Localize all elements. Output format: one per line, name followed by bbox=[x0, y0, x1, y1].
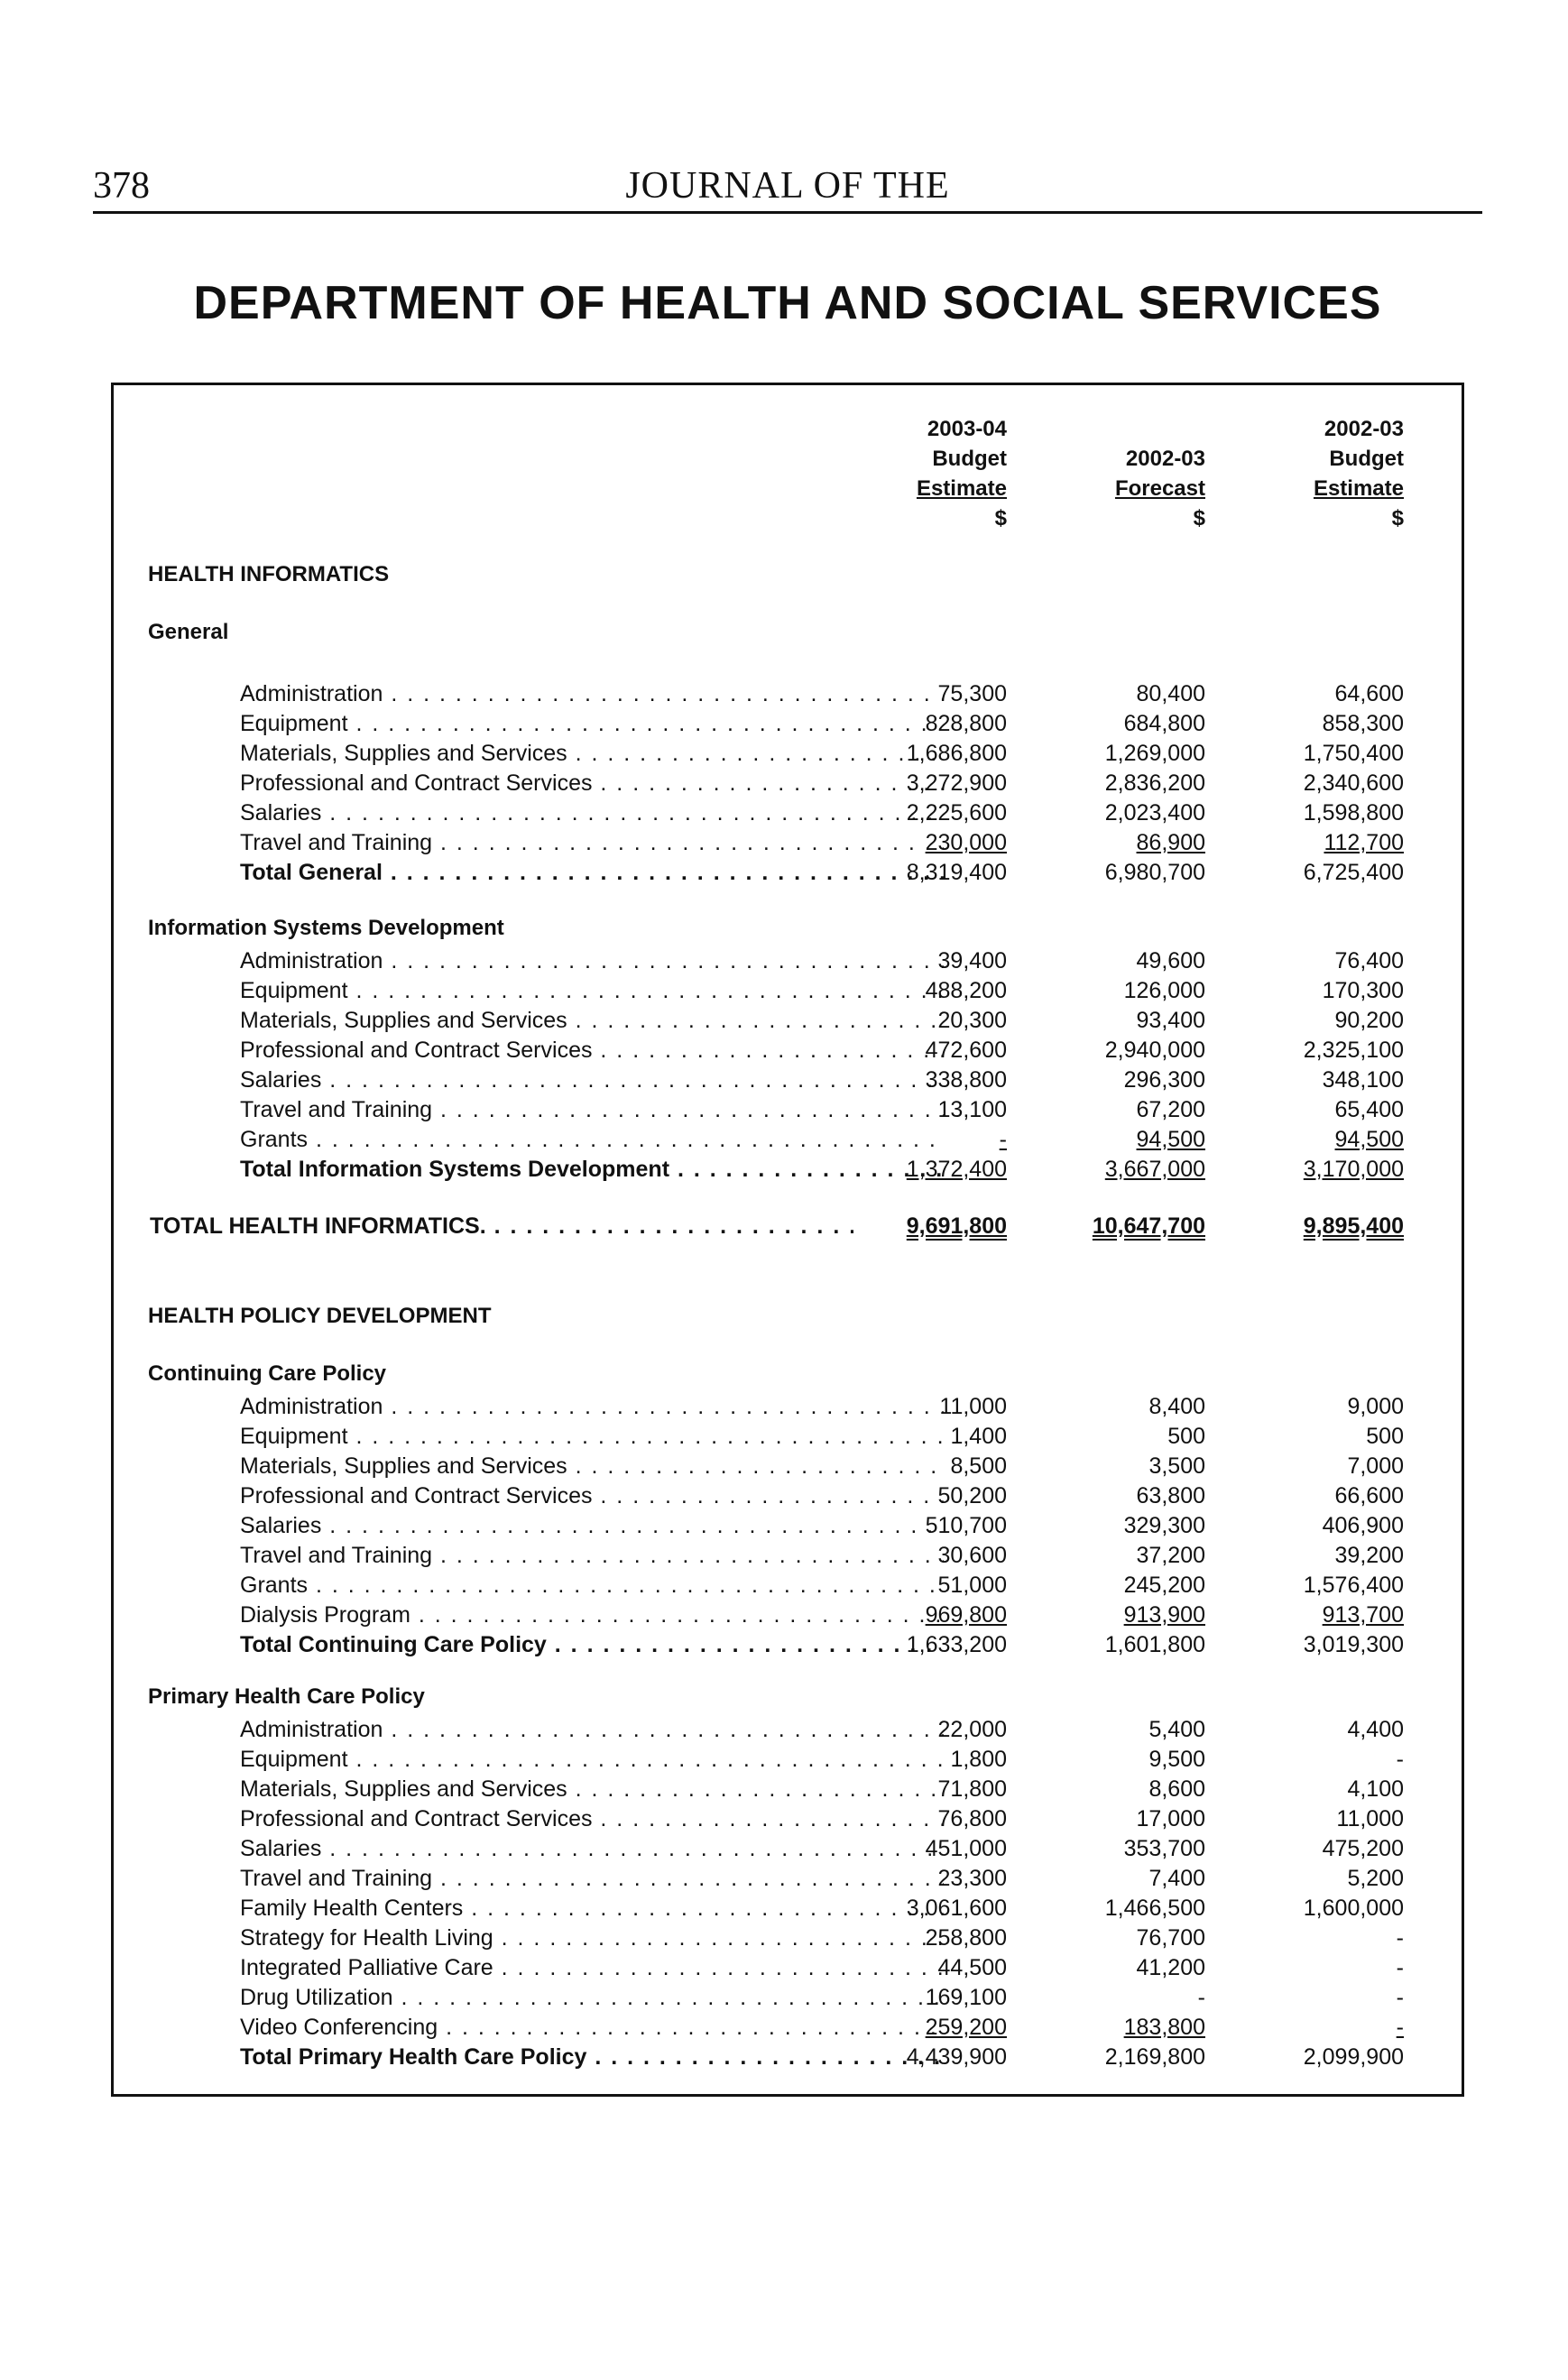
table-row bbox=[114, 1834, 1462, 1863]
row-value: 1,466,500 bbox=[1104, 1896, 1205, 1921]
row-value: 13,100 bbox=[937, 1097, 1007, 1122]
row-value: 1,372,400 bbox=[906, 1157, 1007, 1182]
table-row bbox=[114, 1006, 1462, 1035]
row-value: 80,400 bbox=[1136, 681, 1205, 706]
row-value: 64,600 bbox=[1334, 681, 1404, 706]
row-value: 2,023,400 bbox=[1104, 800, 1205, 826]
row-value: 913,900 bbox=[1123, 1602, 1205, 1628]
row-value: 6,725,400 bbox=[1303, 860, 1404, 885]
subsection-heading-ccp: Continuing Care Policy bbox=[148, 1361, 387, 1386]
row-value: 11,000 bbox=[939, 1394, 1007, 1419]
row-value: 500 bbox=[1366, 1424, 1404, 1449]
row-label: Administration . . . bbox=[240, 1392, 944, 1421]
row-label: Professional and Contract Services . . . bbox=[240, 1036, 944, 1065]
row-value: 5,200 bbox=[1347, 1866, 1404, 1891]
row-label: Grants . . . bbox=[240, 1571, 944, 1600]
row-value: 3,667,000 bbox=[1104, 1157, 1205, 1182]
row-label: Professional and Contract Services . . . bbox=[240, 769, 944, 798]
row-value: 37,200 bbox=[1136, 1543, 1205, 1568]
row-value: - bbox=[1396, 1985, 1404, 2010]
table-row bbox=[114, 1422, 1462, 1451]
row-label: Salaries . . . bbox=[240, 1511, 944, 1540]
row-value: 2,325,100 bbox=[1303, 1038, 1404, 1063]
column-header-2002-03-budget: 2002-03 Budget Estimate $ bbox=[1313, 417, 1404, 530]
row-value: - bbox=[1396, 1747, 1404, 1772]
row-value: 4,439,900 bbox=[906, 2044, 1007, 2070]
row-value: 1,633,200 bbox=[906, 1632, 1007, 1657]
row-value: 4,400 bbox=[1347, 1717, 1404, 1742]
row-value: 76,700 bbox=[1136, 1925, 1205, 1951]
row-value: 245,200 bbox=[1123, 1573, 1205, 1598]
department-title: DEPARTMENT OF HEALTH AND SOCIAL SERVICES bbox=[193, 277, 1382, 329]
row-value: 9,000 bbox=[1347, 1394, 1404, 1419]
row-value: 2,169,800 bbox=[1104, 2044, 1205, 2070]
row-value: 90,200 bbox=[1334, 1008, 1404, 1033]
table-row bbox=[114, 2013, 1462, 2042]
table-row bbox=[114, 946, 1462, 975]
subsection-heading-general: General bbox=[148, 620, 229, 644]
row-value: 41,200 bbox=[1136, 1955, 1205, 1980]
row-label: Administration . . . bbox=[240, 679, 944, 708]
row-value: 126,000 bbox=[1123, 978, 1205, 1003]
total-health-informatics-row: TOTAL HEALTH INFORMATICS. . . . 9,691,800 10,647,700 9,895,400 bbox=[114, 1212, 1462, 1241]
row-value: 329,300 bbox=[1123, 1513, 1205, 1538]
row-value: 510,700 bbox=[925, 1513, 1007, 1538]
section-heading-health-policy: HEALTH POLICY DEVELOPMENT bbox=[148, 1304, 492, 1328]
table-row bbox=[114, 798, 1462, 827]
row-value: 406,900 bbox=[1322, 1513, 1404, 1538]
table-row bbox=[114, 1983, 1462, 2012]
subsection-heading-isd: Information Systems Development bbox=[148, 916, 504, 940]
table-row bbox=[114, 769, 1462, 798]
row-value: 3,500 bbox=[1148, 1453, 1205, 1479]
row-label: Administration . . . bbox=[240, 1715, 944, 1744]
row-value: 6,980,700 bbox=[1104, 860, 1205, 885]
row-label: Materials, Supplies and Services . . . bbox=[240, 1775, 944, 1803]
row-value: 3,272,900 bbox=[906, 770, 1007, 796]
row-value: - bbox=[1396, 2015, 1404, 2040]
row-label: Total Continuing Care Policy . . . bbox=[240, 1630, 944, 1659]
table-row bbox=[114, 1923, 1462, 1952]
row-value: 50,200 bbox=[937, 1483, 1007, 1508]
table-row bbox=[114, 2043, 1462, 2071]
row-value: 1,686,800 bbox=[906, 741, 1007, 766]
row-label: Professional and Contract Services . . . bbox=[240, 1804, 944, 1833]
row-value: - bbox=[999, 1127, 1007, 1152]
table-row bbox=[114, 1894, 1462, 1923]
row-value: 684,800 bbox=[1123, 711, 1205, 736]
row-value: 170,300 bbox=[1322, 978, 1404, 1003]
row-value: 23,300 bbox=[937, 1866, 1007, 1891]
row-label: Travel and Training . . . bbox=[240, 1541, 944, 1570]
row-value: 8,600 bbox=[1148, 1776, 1205, 1802]
row-label: Drug Utilization . . . bbox=[240, 1983, 944, 2012]
row-value: 76,400 bbox=[1334, 948, 1404, 973]
row-value: 259,200 bbox=[925, 2015, 1007, 2040]
column-header-2002-03-forecast: 2002-03 Forecast $ bbox=[1114, 447, 1205, 530]
table-row bbox=[114, 1511, 1462, 1540]
table-row bbox=[114, 739, 1462, 768]
row-label: Total Information Systems Development . . . bbox=[240, 1155, 944, 1184]
table-row bbox=[114, 1095, 1462, 1124]
row-value: 258,800 bbox=[925, 1925, 1007, 1951]
row-label: Materials, Supplies and Services . . . bbox=[240, 1452, 944, 1481]
table-row bbox=[114, 1601, 1462, 1629]
row-label: Total Primary Health Care Policy . . . bbox=[240, 2043, 944, 2071]
row-value: - bbox=[1197, 1985, 1205, 2010]
row-value: 3,170,000 bbox=[1303, 1157, 1404, 1182]
table-row bbox=[114, 1745, 1462, 1774]
row-value: 49,600 bbox=[1136, 948, 1205, 973]
row-value: 39,400 bbox=[937, 948, 1007, 973]
row-value: 2,099,900 bbox=[1303, 2044, 1404, 2070]
row-label: Equipment . . . bbox=[240, 1422, 944, 1451]
table-row bbox=[114, 828, 1462, 857]
row-value: 969,800 bbox=[925, 1602, 1007, 1628]
row-value: 39,200 bbox=[1334, 1543, 1404, 1568]
row-value: 94,500 bbox=[1334, 1127, 1404, 1152]
row-value: 230,000 bbox=[925, 830, 1007, 855]
row-label: Total General . . . bbox=[240, 858, 944, 887]
row-label: Travel and Training . . . bbox=[240, 1864, 944, 1893]
row-value: - bbox=[1396, 1955, 1404, 1980]
row-label: Strategy for Health Living . . . bbox=[240, 1923, 944, 1952]
row-label: Equipment . . . bbox=[240, 976, 944, 1005]
row-value: 71,800 bbox=[937, 1776, 1007, 1802]
row-value: 7,400 bbox=[1148, 1866, 1205, 1891]
row-value: 913,700 bbox=[1322, 1602, 1404, 1628]
row-value: 22,000 bbox=[937, 1717, 1007, 1742]
table-row bbox=[114, 858, 1462, 887]
table-row bbox=[114, 1155, 1462, 1184]
row-value: 1,600,000 bbox=[1303, 1896, 1404, 1921]
row-value: 183,800 bbox=[1123, 2015, 1205, 2040]
row-value: 8,500 bbox=[950, 1453, 1007, 1479]
table-row bbox=[114, 1571, 1462, 1600]
row-value: 3,019,300 bbox=[1303, 1632, 1404, 1657]
table-row bbox=[114, 1481, 1462, 1510]
budget-table bbox=[111, 383, 1464, 2097]
table-row bbox=[114, 976, 1462, 1005]
row-value: 1,601,800 bbox=[1104, 1632, 1205, 1657]
row-value: 500 bbox=[1167, 1424, 1205, 1449]
page-header bbox=[93, 161, 1482, 214]
row-value: 858,300 bbox=[1322, 711, 1404, 736]
row-value: 1,576,400 bbox=[1303, 1573, 1404, 1598]
row-value: 11,000 bbox=[1336, 1806, 1404, 1831]
row-value: 8,400 bbox=[1148, 1394, 1205, 1419]
row-value: 2,225,600 bbox=[906, 800, 1007, 826]
row-value: 76,800 bbox=[937, 1806, 1007, 1831]
section-heading-health-informatics: HEALTH INFORMATICS bbox=[148, 562, 390, 586]
row-value: 30,600 bbox=[937, 1543, 1007, 1568]
table-row bbox=[114, 1065, 1462, 1094]
subsection-heading-phcp: Primary Health Care Policy bbox=[148, 1684, 425, 1709]
page-number: 378 bbox=[93, 165, 150, 207]
row-value: 828,800 bbox=[925, 711, 1007, 736]
row-label: Travel and Training . . . bbox=[240, 1095, 944, 1124]
row-value: 488,200 bbox=[925, 978, 1007, 1003]
row-value: 475,200 bbox=[1322, 1836, 1404, 1861]
table-row bbox=[114, 1804, 1462, 1833]
row-value: 93,400 bbox=[1136, 1008, 1205, 1033]
row-label: Integrated Palliative Care . . . bbox=[240, 1953, 944, 1982]
table-row bbox=[114, 679, 1462, 708]
journal-title: JOURNAL OF THE bbox=[625, 165, 950, 207]
table-row bbox=[114, 1775, 1462, 1803]
row-value: 2,940,000 bbox=[1104, 1038, 1205, 1063]
row-value: 169,100 bbox=[925, 1985, 1007, 2010]
row-label: Materials, Supplies and Services . . . bbox=[240, 1006, 944, 1035]
row-value: 75,300 bbox=[937, 681, 1007, 706]
row-value: 94,500 bbox=[1136, 1127, 1205, 1152]
row-value: 17,000 bbox=[1136, 1806, 1205, 1831]
row-label: Professional and Contract Services . . . bbox=[240, 1481, 944, 1510]
row-value: 1,800 bbox=[950, 1747, 1007, 1772]
row-value: 1,400 bbox=[950, 1424, 1007, 1449]
row-value: 51,000 bbox=[937, 1573, 1007, 1598]
row-value: 2,340,600 bbox=[1303, 770, 1404, 796]
table-row bbox=[114, 1036, 1462, 1065]
table-row bbox=[114, 1452, 1462, 1481]
row-value: 8,319,400 bbox=[906, 860, 1007, 885]
row-label: Video Conferencing . . . bbox=[240, 2013, 944, 2042]
row-label: Equipment . . . bbox=[240, 1745, 944, 1774]
row-value: 4,100 bbox=[1347, 1776, 1404, 1802]
row-value: 7,000 bbox=[1347, 1453, 1404, 1479]
table-row bbox=[114, 1125, 1462, 1154]
row-value: - bbox=[1396, 1925, 1404, 1951]
row-label: Grants . . . bbox=[240, 1125, 944, 1154]
row-value: 451,000 bbox=[925, 1836, 1007, 1861]
row-value: 66,600 bbox=[1334, 1483, 1404, 1508]
column-header-2003-04-budget: 2003-04 Budget Estimate $ bbox=[916, 417, 1007, 530]
row-label: Administration . . . bbox=[240, 946, 944, 975]
row-value: 63,800 bbox=[1136, 1483, 1205, 1508]
table-row bbox=[114, 1541, 1462, 1570]
row-value: 353,700 bbox=[1123, 1836, 1205, 1861]
row-value: 3,061,600 bbox=[906, 1896, 1007, 1921]
row-value: 1,269,000 bbox=[1104, 741, 1205, 766]
row-label: Salaries . . . bbox=[240, 798, 944, 827]
row-value: 2,836,200 bbox=[1104, 770, 1205, 796]
row-label: Family Health Centers . . . bbox=[240, 1894, 944, 1923]
row-label: Salaries . . . bbox=[240, 1065, 944, 1094]
row-value: 338,800 bbox=[925, 1067, 1007, 1093]
row-value: 5,400 bbox=[1148, 1717, 1205, 1742]
row-value: 86,900 bbox=[1136, 830, 1205, 855]
table-row bbox=[114, 1630, 1462, 1659]
table-row bbox=[114, 709, 1462, 738]
table-row bbox=[114, 1392, 1462, 1421]
row-value: 65,400 bbox=[1334, 1097, 1404, 1122]
row-label: Dialysis Program . . . bbox=[240, 1601, 944, 1629]
row-label: Travel and Training . . . bbox=[240, 828, 944, 857]
table-row bbox=[114, 1953, 1462, 1982]
row-value: 67,200 bbox=[1136, 1097, 1205, 1122]
row-value: 348,100 bbox=[1322, 1067, 1404, 1093]
row-value: 296,300 bbox=[1123, 1067, 1205, 1093]
row-value: 20,300 bbox=[937, 1008, 1007, 1033]
row-label: Salaries . . . bbox=[240, 1834, 944, 1863]
table-row bbox=[114, 1864, 1462, 1893]
row-value: 112,700 bbox=[1324, 830, 1404, 855]
row-value: 1,598,800 bbox=[1303, 800, 1404, 826]
row-value: 44,500 bbox=[937, 1955, 1007, 1980]
row-value: 472,600 bbox=[925, 1038, 1007, 1063]
row-label: Materials, Supplies and Services . . . bbox=[240, 739, 944, 768]
table-row bbox=[114, 1715, 1462, 1744]
row-value: 9,500 bbox=[1148, 1747, 1205, 1772]
row-value: 1,750,400 bbox=[1303, 741, 1404, 766]
row-label: Equipment . . . bbox=[240, 709, 944, 738]
